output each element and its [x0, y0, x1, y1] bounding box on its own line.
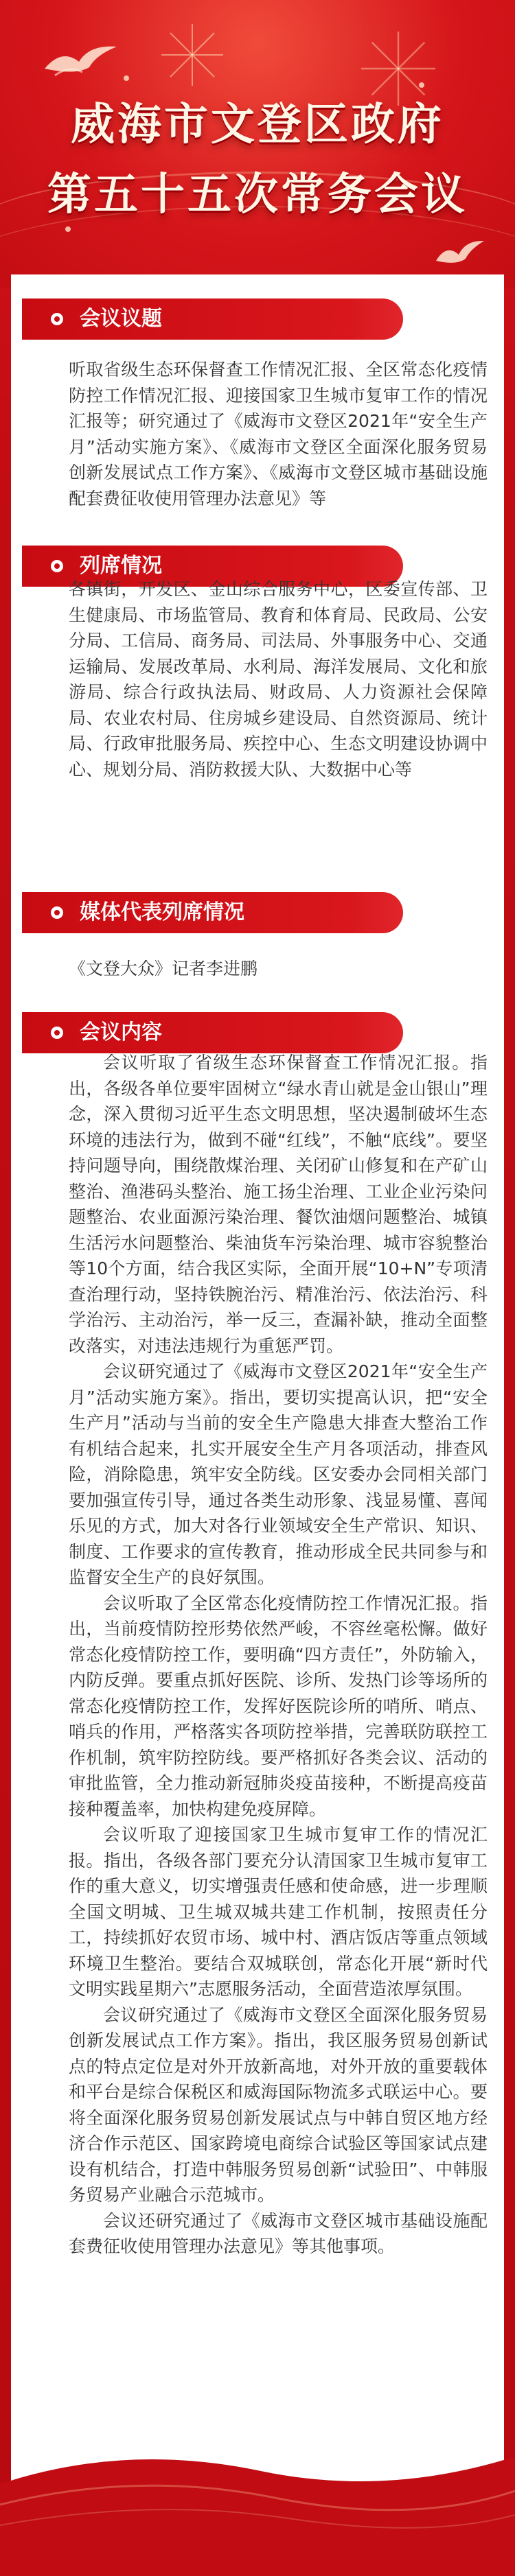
firework-icon: [158, 21, 227, 89]
section-body-attendees: 各镇街，开发区、金山综合服务中心，区委宣传部、卫生健康局、市场监管局、教育和体育局、民政局、公安分局、工信局、商务局、司法局、外事服务中心、交通运输局、发展改革局、水利局、海洋发展局、文化和旅游局、综合行政执法局、财政局、人力资源社会保障局、农业农村局、住房城乡建设局、自然资源局、统计局、行政审批服务局、疾控中心、生态文明建设协调中心、规划分局、消防救援大队、大数据中心等: [69, 579, 488, 780]
sparkle: [65, 226, 71, 232]
section-body-content: [69, 1050, 488, 2260]
paragraph: 会议研究通过了《威海市文登区全面深化服务贸易创新发展试点工作方案》。指出，我区服务贸易创新试点的特点定位是对外开放新高地，对外开放的重要载体和平台是综合保税区和威海国际物流多式联运中心。要将全面深化服务贸易创新发展试点与中韩自贸区地方经济合作示范区、国家跨境电商综合试验区等国家试点建设有机结合，打造中韩服务贸易创新“试验田”、中韩服务贸易产业融合示范城市。: [69, 2004, 488, 2205]
section-body-topics: 听取省级生态环保督查工作情况汇报、全区常态化疫情防控工作情况汇报、迎接国家卫生城市复审工作的情况汇报等；研究通过了《威海市文登区2021年“安全生产月”活动实施方案》、《威海市文登区全面深化服务贸易创新发展试点工作方案》、《威海市文登区城市基础设施配套费征收使用管理办法意见》等: [69, 360, 488, 508]
paragraph: 会议听取了迎接国家卫生城市复审工作的情况汇报。指出，各级各部门要充分认清国家卫生城市复审工作的重大意义，切实增强责任感和使命感，进一步理顺全国文明城、卫生城双城共建工作机制，按照责任分工，持续抓好农贸市场、城中村、酒店饭店等重点领域环境卫生整治。要结合双城联创，常态化开展“新时代文明实践星期六”志愿服务活动，全面营造浓厚氛围。: [69, 1825, 488, 1999]
paragraph: 会议还研究通过了《威海市文登区城市基础设施配套费征收使用管理办法意见》等其他事项。: [69, 2210, 488, 2256]
section-title-media: 媒体代表列席情况: [22, 892, 403, 933]
section-title-attendees: 列席情况: [22, 546, 403, 587]
bullet-icon: [51, 560, 63, 572]
bullet-icon: [51, 313, 63, 325]
paragraph: 会议研究通过了《威海市文登区2021年“安全生产月”活动实施方案》。指出，要切实提高认识，把“安全生产月”活动与当前的安全生产隐患大排查大整治工作有机结合起来，扎实开展安全生产月各项活动，排查风险，消除隐患，筑牢安全防线。区安委办会同相关部门要加强宣传引导，通过各类生动形象、浅显易懂、喜闻乐见的方式，加大对各行业领域安全生产常识、知识、制度、工作要求的宣传教育，推动形成全民共同参与和监督安全生产的良好氛围。: [69, 1361, 488, 1587]
content-card: [11, 274, 504, 2546]
section-title-content: 会议内容: [22, 1012, 403, 1053]
bullet-icon: [51, 906, 63, 919]
bottom-wave-decoration: [0, 2443, 515, 2576]
page-title: 第五十五次常务会议: [47, 169, 468, 220]
bullet-icon: [51, 1027, 63, 1039]
dove-icon: [41, 41, 124, 82]
header-banner: [0, 0, 515, 288]
paragraph: 会议听取了全区常态化疫情防控工作情况汇报。指出，当前疫情防控形势依然严峻，不容丝毫松懈。做好常态化疫情防控工作，要明确“四方责任”，外防输入，内防反弹。要重点抓好医院、诊所、发热门诊等场所的常态化疫情防控工作，发挥好医院诊所的哨所、哨点、哨兵的作用，严格落实各项防控举措，完善联防联控工作机制，筑牢防控防线。要严格抓好各类会议、活动的审批监管，全力推动新冠肺炎疫苗接种，不断提高疫苗接种覆盖率，加快构建免疫屏障。: [69, 1593, 488, 1819]
section-title-topics: 会议议题: [22, 298, 403, 340]
page-title: 威海市文登区政府: [71, 99, 444, 150]
dove-icon: [433, 237, 488, 271]
sparkle: [419, 82, 424, 88]
sparkle: [124, 75, 129, 81]
paragraph: 会议听取了省级生态环保督查工作情况汇报。指出，各级各单位要牢固树立“绿水青山就是金山银山”理念，深入贯彻习近平生态文明思想，坚决遏制破坏生态环境的违法行为，做到不碰“红线”，不触“底线”。要坚持问题导向，围绕散煤治理、关闭矿山修复和在产矿山整治、渔港码头整治、施工扬尘治理、工业企业污染问题整治、农业面源污染治理、餐饮油烟问题整治、城镇生活污水问题整治、柴油货车污染治理、城市容貌整治等10个方面，结合我区实际，全面开展“10+N”专项清查治理行动，坚持铁腕治污、精准治污、依法治污、科学治污、主动治污，举一反三，查漏补缺，推动全面整改落实，对违法违规行为重惩严罚。: [69, 1053, 488, 1356]
section-body-media: 《文登大众》记者李进鹏: [69, 959, 258, 979]
